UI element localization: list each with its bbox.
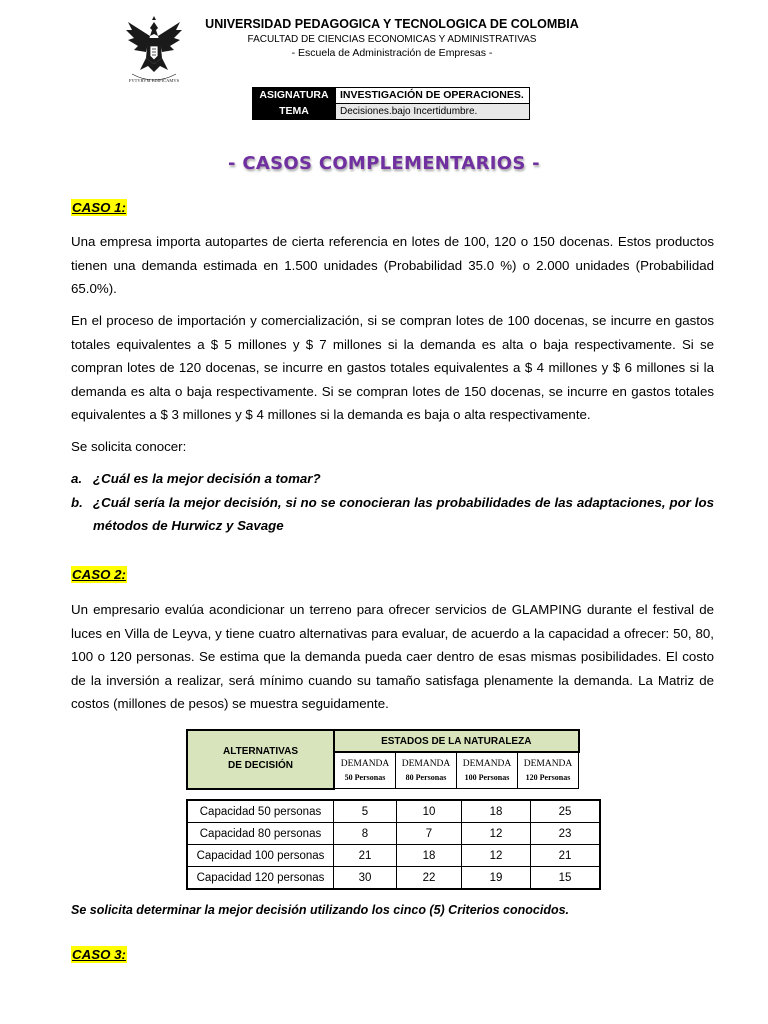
demand-label: DEMANDA [401, 758, 451, 769]
cost-matrix-body [186, 799, 601, 890]
caso-1-paragraph-2: En el proceso de importación y comercialización, si se compran lotes de 100 docenas, se incurre en gastos totales equivalentes a $ 5 millones y $ 7 millones si la demanda es alta o baja respectivamente. Si se compran lotes de 120 docenas, se incurre en gastos totales equivalentes a $ 4 millones y $ 6 millones si la demanda es alta o baja respectivamente. Si se compran lotes de 150 docenas, se incurre en gastos totales equivalentes a $ 3 millones y $ 4 millones si la demanda es baja o alta respectivamente. [71, 313, 714, 422]
faculty-name: FACULTAD DE CIENCIAS ECONOMICAS Y ADMINISTRATIVAS [247, 34, 537, 45]
table-cell: 15 [531, 867, 601, 890]
caso-2-paragraph-1: Un empresario evalúa acondicionar un terreno para ofrecer servicios de GLAMPING durante el festival de luces en Villa de Leyva, y tiene cuatro alternativas para evaluar, de acuerdo a la capacidad a ofrecer: 50, 80, 100 o 120 personas. Se estima que la demanda pueda caer dentro de esas mismas posibilidades. El costo de la inversión a realizar, será mínimo cuando su tamaño satisfaga plenamente la demanda. La Matriz de costos (millones de pesos) se muestra seguidamente. [71, 602, 714, 711]
list-marker: a. [71, 471, 83, 486]
demand-size: 100 Personas [464, 772, 510, 782]
demand-size: 50 Personas [344, 772, 386, 782]
table-cell: 19 [462, 867, 531, 890]
demand-size: 80 Personas [405, 772, 447, 782]
table-cell: 12 [462, 823, 531, 845]
states-header: ESTADOS DE LA NATURALEZA [334, 730, 579, 752]
row-label: Capacidad 100 personas [187, 845, 334, 867]
asignatura-value: INVESTIGACIÓN DE OPERACIONES. [336, 88, 530, 104]
demand-label: DEMANDA [462, 758, 512, 769]
row-label: Capacidad 120 personas [187, 867, 334, 890]
table-row [187, 800, 600, 823]
table-cell: 30 [334, 867, 397, 890]
table-cell: 12 [462, 845, 531, 867]
caso-1-questions [71, 467, 714, 538]
university-name: UNIVERSIDAD PEDAGOGICA Y TECNOLOGICA DE COLOMBIA [205, 17, 579, 31]
table-cell: 8 [334, 823, 397, 845]
demand-column-header [457, 752, 518, 789]
list-item-text: ¿Cuál sería la mejor decisión, si no se conocieran las probabilidades de las adaptaciones, por los métodos de Hurwicz y Savage [93, 494, 714, 533]
alternatives-header [187, 730, 334, 789]
row-label: Capacidad 50 personas [187, 800, 334, 823]
list-item [71, 467, 714, 491]
alternatives-header-text: ALTERNATIVAS DE DECISIÓN [223, 746, 298, 772]
eagle-crest-icon [124, 14, 184, 86]
cost-matrix-header [186, 729, 580, 790]
table-cell: 18 [397, 845, 462, 867]
tema-value: Decisiones.bajo Incertidumbre. [336, 104, 530, 120]
page-title: - CASOS COMPLEMENTARIOS - [228, 153, 540, 174]
demand-label: DEMANDA [523, 758, 573, 769]
list-item [71, 491, 714, 538]
asignatura-label: ASIGNATURA [253, 88, 336, 104]
caso-2-label: CASO 2: [72, 567, 126, 582]
table-cell: 7 [397, 823, 462, 845]
table-cell: 22 [397, 867, 462, 890]
list-item-text: ¿Cuál es la mejor decisión a tomar? [93, 471, 321, 486]
table-row [187, 845, 600, 867]
demand-column-header [396, 752, 457, 789]
table-cell: 5 [334, 800, 397, 823]
demand-column-header [518, 752, 579, 789]
table-cell: 25 [531, 800, 601, 823]
demand-column-header [334, 752, 396, 789]
caso-1-paragraph-3: Se solicita conocer: [71, 439, 187, 454]
table-row [187, 823, 600, 845]
school-name: - Escuela de Administración de Empresas - [291, 47, 493, 59]
tema-label: TEMA [253, 104, 336, 120]
logo-motto: FVTVRVM EDIFICAMVS [128, 78, 180, 83]
demand-label: DEMANDA [340, 758, 390, 769]
caso-1-label: CASO 1: [72, 200, 126, 215]
row-label: Capacidad 80 personas [187, 823, 334, 845]
table-row [187, 867, 600, 890]
table-cell: 23 [531, 823, 601, 845]
table-cell: 21 [334, 845, 397, 867]
table-cell: 21 [531, 845, 601, 867]
demand-size: 120 Personas [525, 772, 571, 782]
caso-2-note: Se solicita determinar la mejor decisión utilizando los cinco (5) Criterios conocidos. [71, 903, 570, 917]
caso-3-label: CASO 3: [72, 947, 126, 962]
list-marker: b. [71, 494, 83, 510]
table-cell: 18 [462, 800, 531, 823]
subject-box [252, 87, 530, 120]
table-cell: 10 [397, 800, 462, 823]
caso-1-paragraph-1: Una empresa importa autopartes de cierta referencia en lotes de 100, 120 o 150 docenas. Estos productos tienen una demanda estimada en 1.500 unidades (Probabilidad 35.0 %) o 2.000 unidades (Probabilidad 65.0%). [71, 234, 714, 296]
